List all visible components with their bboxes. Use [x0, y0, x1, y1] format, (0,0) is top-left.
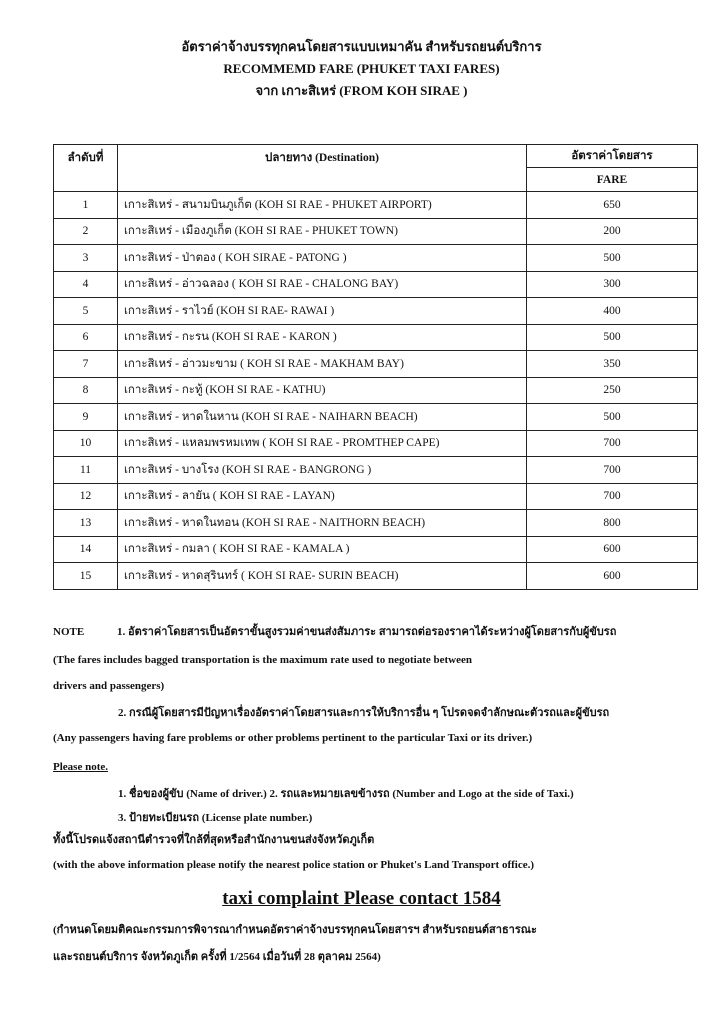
- table-row: [54, 245, 698, 272]
- table-row: [54, 192, 698, 219]
- table-row: [54, 483, 698, 510]
- header-origin: จาก เกาะสิเหร่ (FROM KOH SIRAE ): [255, 83, 468, 98]
- note-2-english: (Any passengers having fare problems or other problems pertinent to the particular Taxi or its driver.): [53, 732, 533, 744]
- row-destination: เกาะสิเหร่ - เมืองภูเก็ต (KOH SI RAE - PHUKET TOWN): [118, 218, 527, 245]
- please-note-items-1-2: 1. ชื่อของผู้ขับ (Name of driver.) 2. รถและหมายเลขข้างรถ (Number and Logo at the side of Taxi.): [118, 788, 574, 800]
- row-fare: 700: [527, 483, 698, 510]
- table-row: [54, 298, 698, 325]
- row-number: 9: [54, 404, 118, 431]
- row-destination: เกาะสิเหร่ - ลายัน ( KOH SI RAE - LAYAN): [118, 483, 527, 510]
- row-fare: 500: [527, 245, 698, 272]
- row-number: 8: [54, 377, 118, 404]
- row-destination: เกาะสิเหร่ - หาดในหาน (KOH SI RAE - NAIHARN BEACH): [118, 404, 527, 431]
- note-1-thai: 1. อัตราค่าโดยสารเป็นอัตราขั้นสูงรวมค่าขนส่งสัมภาระ สามารถต่อรองราคาได้ระหว่างผู้โดยสารกับผู้ขับรถ: [117, 626, 617, 638]
- note-1-english-b: drivers and passengers): [53, 680, 165, 692]
- table-row: [54, 218, 698, 245]
- row-destination: เกาะสิเหร่ - หาดสุรินทร์ ( KOH SI RAE- SURIN BEACH): [118, 563, 527, 590]
- row-number: 10: [54, 430, 118, 457]
- table-row: [54, 324, 698, 351]
- row-fare: 200: [527, 218, 698, 245]
- row-number: 15: [54, 563, 118, 590]
- table-row: [54, 351, 698, 378]
- row-fare: 700: [527, 430, 698, 457]
- row-fare: 250: [527, 377, 698, 404]
- notify-english: (with the above information please notify the nearest police station or Phuket's Land Transport office.): [53, 859, 535, 871]
- column-header-fare-thai: อัตราค่าโดยสาร: [527, 145, 698, 168]
- row-fare: 400: [527, 298, 698, 325]
- fare-table-body: [54, 192, 698, 590]
- row-number: 13: [54, 510, 118, 537]
- table-row: [54, 271, 698, 298]
- row-fare: 500: [527, 324, 698, 351]
- row-destination: เกาะสิเหร่ - ราไวย์ (KOH SI RAE- RAWAI ): [118, 298, 527, 325]
- row-destination: เกาะสิเหร่ - อ่าวฉลอง ( KOH SI RAE - CHALONG BAY): [118, 271, 527, 298]
- row-destination: เกาะสิเหร่ - อ่าวมะขาม ( KOH SI RAE - MAKHAM BAY): [118, 351, 527, 378]
- note-2-thai: 2. กรณีผู้โดยสารมีปัญหาเรื่องอัตราค่าโดยสารและการให้บริการอื่น ๆ โปรดจดจำลักษณะตัวรถและผู้ขับรถ: [118, 707, 610, 719]
- row-fare: 700: [527, 457, 698, 484]
- row-fare: 800: [527, 510, 698, 537]
- header-title-thai: อัตราค่าจ้างบรรทุกคนโดยสารแบบเหมาคัน สำหรับรถยนต์บริการ: [181, 39, 542, 54]
- row-fare: 600: [527, 563, 698, 590]
- row-number: 5: [54, 298, 118, 325]
- row-number: 12: [54, 483, 118, 510]
- table-row: [54, 404, 698, 431]
- please-note-heading: Please note.: [53, 761, 108, 773]
- complaint-contact: taxi complaint Please contact 1584: [222, 888, 501, 909]
- note-1-thai-line: [53, 622, 616, 640]
- column-header-destination: ปลายทาง (Destination): [118, 145, 527, 192]
- row-number: 1: [54, 192, 118, 219]
- row-fare: 650: [527, 192, 698, 219]
- notify-thai: ทั้งนี้โปรดแจ้งสถานีตำรวจที่ใกล้ที่สุดหรือสำนักงานขนส่งจังหวัดภูเก็ต: [53, 834, 375, 846]
- column-header-number: ลำดับที่: [54, 145, 118, 192]
- table-row: [54, 536, 698, 563]
- row-destination: เกาะสิเหร่ - กะทู้ (KOH SI RAE - KATHU): [118, 377, 527, 404]
- column-header-fare-english: FARE: [527, 168, 698, 192]
- fare-table: [53, 144, 698, 590]
- row-number: 11: [54, 457, 118, 484]
- row-destination: เกาะสิเหร่ - สนามบินภูเก็ต (KOH SI RAE - PHUKET AIRPORT): [118, 192, 527, 219]
- footer-line-2: และรถยนต์บริการ จังหวัดภูเก็ต ครั้งที่ 1/2564 เมื่อวันที่ 28 ตุลาคม 2564): [53, 951, 381, 963]
- note-1-english-a: (The fares includes bagged transportation is the maximum rate used to negotiate between: [53, 654, 472, 666]
- row-destination: เกาะสิเหร่ - แหลมพรหมเทพ ( KOH SI RAE - PROMTHEP CAPE): [118, 430, 527, 457]
- row-destination: เกาะสิเหร่ - หาดในทอน (KOH SI RAE - NAITHORN BEACH): [118, 510, 527, 537]
- row-number: 14: [54, 536, 118, 563]
- row-number: 4: [54, 271, 118, 298]
- row-number: 6: [54, 324, 118, 351]
- row-fare: 350: [527, 351, 698, 378]
- table-row: [54, 457, 698, 484]
- please-note-item-3: 3. ป้ายทะเบียนรถ (License plate number.): [118, 812, 313, 824]
- row-number: 7: [54, 351, 118, 378]
- row-destination: เกาะสิเหร่ - บางโรง (KOH SI RAE - BANGRONG ): [118, 457, 527, 484]
- document-header: [0, 36, 723, 102]
- row-fare: 500: [527, 404, 698, 431]
- table-row: [54, 510, 698, 537]
- table-row: [54, 563, 698, 590]
- row-fare: 600: [527, 536, 698, 563]
- row-number: 3: [54, 245, 118, 272]
- note-label: NOTE: [53, 626, 85, 638]
- row-destination: เกาะสิเหร่ - ป่าตอง ( KOH SIRAE - PATONG ): [118, 245, 527, 272]
- table-row: [54, 430, 698, 457]
- row-fare: 300: [527, 271, 698, 298]
- table-row: [54, 377, 698, 404]
- footer-line-1: (กำหนดโดยมติคณะกรรมการพิจารณากำหนดอัตราค่าจ้างบรรทุกคนโดยสารฯ สำหรับรถยนต์สาธารณะ: [53, 924, 537, 936]
- header-title-english: RECOMMEMD FARE (PHUKET TAXI FARES): [223, 61, 500, 76]
- row-number: 2: [54, 218, 118, 245]
- row-destination: เกาะสิเหร่ - กะรน (KOH SI RAE - KARON ): [118, 324, 527, 351]
- row-destination: เกาะสิเหร่ - กมลา ( KOH SI RAE - KAMALA ): [118, 536, 527, 563]
